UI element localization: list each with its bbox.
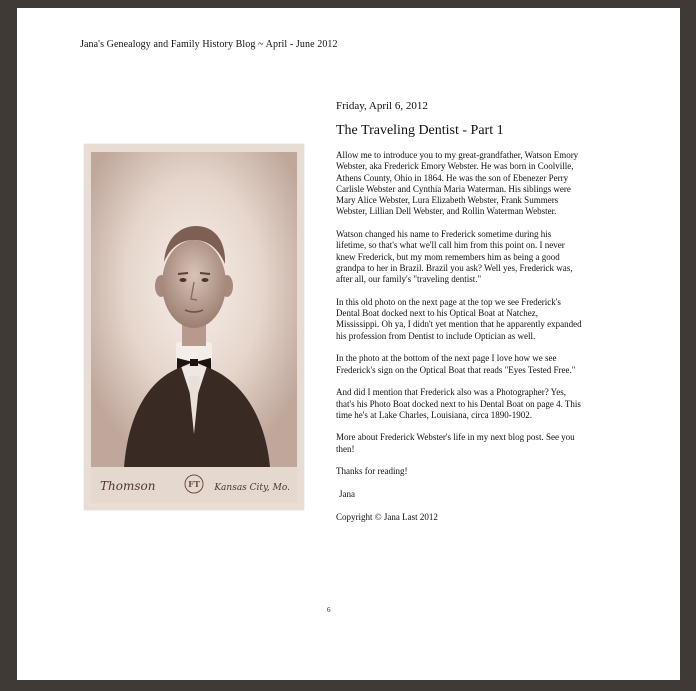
cabinet-card-photo xyxy=(84,144,304,510)
post-signature: Jana xyxy=(339,488,355,499)
post-paragraph: Watson changed his name to Frederick sometime during his lifetime, so that's what we'll call him from this point on. I never knew Frederick, but my mom remembers him as being a good grandpa to her in Brazil. Brazil you ask? Well yes, Frederick was, after all, our family's "traveling dentist." xyxy=(336,229,573,285)
post-paragraph: Allow me to introduce you to my great-grandfather, Watson Emory Webster, aka Frederick Emory Webster. He was born in Coolville, Athens County, Ohio in 1864. He was the son of Ebenezer Perry Carlisle Webster and Cynthia Maria Waterman. His siblings were Mary Alice Webster, Lura Elizabeth Webster, Frank Summers Webster, Lillian Dell Webster, and Rollin Waterman Webster. xyxy=(336,150,579,217)
post-copyright: Copyright © Jana Last 2012 xyxy=(336,511,438,522)
document-page xyxy=(17,8,680,680)
running-header: Jana's Genealogy and Family History Blog ~ April - June 2012 xyxy=(80,39,338,50)
blog-post xyxy=(336,100,582,534)
post-paragraph: More about Frederick Webster's life in my next blog post. See you then! xyxy=(336,432,575,454)
page-number: 6 xyxy=(327,606,331,614)
post-date: Friday, April 6, 2012 xyxy=(336,100,428,112)
studio-monogram: FT xyxy=(188,479,200,489)
post-signoff: Thanks for reading! xyxy=(336,466,408,477)
studio-name: Thomson xyxy=(100,479,156,493)
post-title: The Traveling Dentist - Part 1 xyxy=(336,123,504,138)
post-paragraph: In the photo at the bottom of the next page I love how we see Frederick's sign on the Optical Boat that reads "Eyes Tested Free." xyxy=(336,353,576,375)
post-paragraph: And did I mention that Frederick also was a Photographer? Yes, that's his Photo Boat docked next to his Dental Boat on page 4. This time he's at Lake Charles, Louisiana, circa 1890-1902. xyxy=(336,387,581,420)
studio-city: Kansas City, Mo. xyxy=(214,483,290,493)
post-paragraph: In this old photo on the next page at the top we see Frederick's Dental Boat docked next to his Optical Boat at Natchez, Mississippi. Oh ya, I didn't yet mention that he apparently expanded his profession from Dentist to include Optician as well. xyxy=(336,296,582,341)
portrait-photo xyxy=(84,144,304,510)
post-body xyxy=(336,150,582,523)
